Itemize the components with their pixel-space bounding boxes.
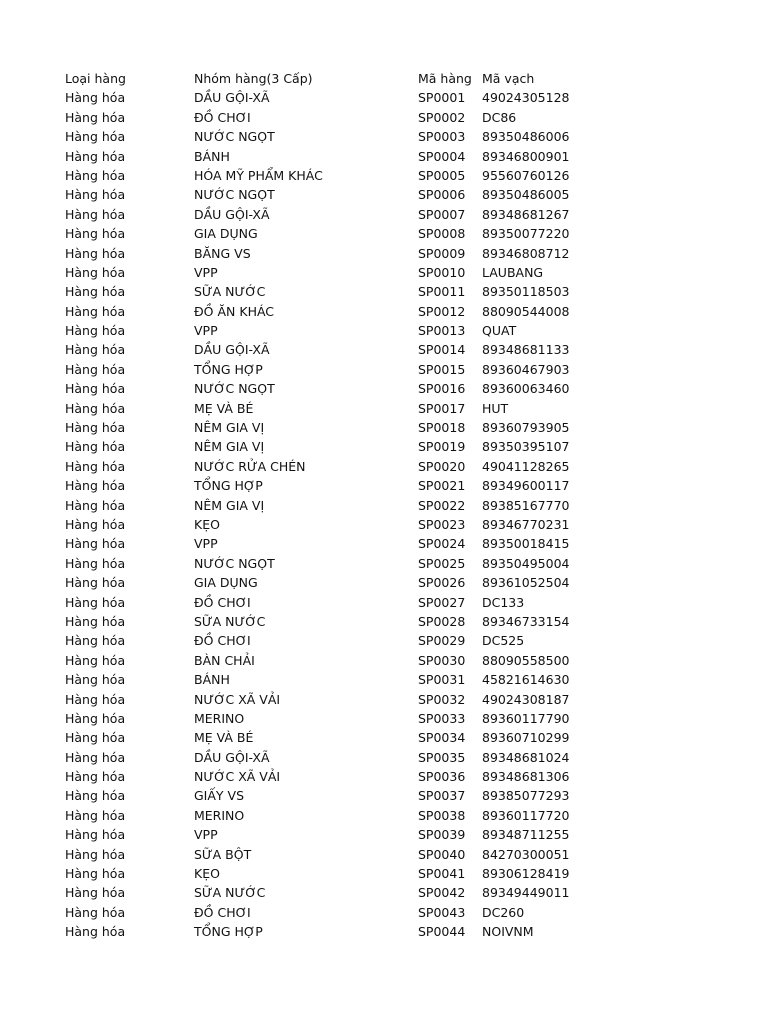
cell-nhom-hang: DẦU GỘI-XÃ [194,749,270,765]
cell-nhom-hang: NƯỚC XÃ VẢI [194,769,281,785]
cell-ma-hang: SP0025 [418,555,466,571]
header-ma-hang: Mã hàng [418,71,472,86]
table-row [65,631,556,650]
cell-ma-vach: 89360710299 [482,730,570,746]
table-row [65,554,570,573]
cell-ma-hang: SP0041 [418,866,466,882]
cell-nhom-hang: KẸO [194,866,220,882]
cell-ma-hang: SP0003 [418,129,466,145]
cell-ma-hang: SP0014 [418,342,466,358]
cell-loai-hang: Hàng hóa [65,730,126,746]
cell-ma-vach: 89350395107 [482,439,570,455]
cell-ma-vach: 89348681267 [482,206,570,222]
table-row [65,476,570,495]
cell-nhom-hang: BĂNG VS [194,245,251,261]
cell-ma-vach: 89349449011 [482,885,570,901]
cell-nhom-hang: NÊM GIA VỊ [194,420,265,436]
cell-ma-vach: 95560760126 [482,167,570,183]
cell-loai-hang: Hàng hóa [65,187,126,203]
cell-nhom-hang: SỮA BỘT [194,846,252,862]
cell-ma-vach: 89348681024 [482,749,570,765]
cell-loai-hang: Hàng hóa [65,555,126,571]
cell-ma-vach: LAUBANG [482,264,544,280]
cell-nhom-hang: ĐỒ CHƠI [194,594,251,610]
cell-loai-hang: Hàng hóa [65,342,126,358]
table-row [65,496,570,515]
cell-loai-hang: Hàng hóa [65,245,126,261]
cell-ma-hang: SP0007 [418,206,466,222]
cell-loai-hang: Hàng hóa [65,400,126,416]
cell-ma-vach: 89360117790 [482,710,570,726]
cell-ma-hang: SP0008 [418,226,466,242]
cell-nhom-hang: SỮA NƯỚC [194,885,266,901]
cell-nhom-hang: VPP [194,264,218,280]
cell-ma-hang: SP0010 [418,264,466,280]
cell-nhom-hang: GIẤY VS [194,788,245,804]
cell-loai-hang: Hàng hóa [65,148,126,164]
table-row [65,922,556,941]
cell-nhom-hang: ĐỒ CHƠI [194,633,251,649]
cell-loai-hang: Hàng hóa [65,691,126,707]
cell-ma-vach: 88090558500 [482,652,570,668]
cell-loai-hang: Hàng hóa [65,420,126,436]
table-row [65,379,570,398]
cell-loai-hang: Hàng hóa [65,613,126,629]
cell-loai-hang: Hàng hóa [65,575,126,591]
table-row [65,321,556,340]
cell-nhom-hang: NÊM GIA VỊ [194,497,265,513]
product-table [65,69,570,942]
cell-ma-hang: SP0012 [418,303,466,319]
cell-ma-vach: 89346808712 [482,245,570,261]
cell-ma-vach: HUT [482,400,509,416]
cell-nhom-hang: VPP [194,323,218,339]
cell-nhom-hang: KẸO [194,516,220,532]
cell-ma-vach: 89346733154 [482,613,570,629]
cell-loai-hang: Hàng hóa [65,846,126,862]
cell-loai-hang: Hàng hóa [65,536,126,552]
cell-ma-hang: SP0038 [418,807,466,823]
cell-ma-hang: SP0009 [418,245,466,261]
table-row [65,883,570,902]
table-row [65,903,556,922]
header-nhom-hang: Nhóm hàng(3 Cấp) [194,71,313,86]
cell-loai-hang: Hàng hóa [65,788,126,804]
cell-loai-hang: Hàng hóa [65,672,126,688]
cell-loai-hang: Hàng hóa [65,167,126,183]
cell-ma-hang: SP0013 [418,323,466,339]
cell-nhom-hang: SỮA NƯỚC [194,613,266,629]
cell-ma-vach: 89346770231 [482,516,570,532]
table-row [65,573,570,592]
cell-ma-hang: SP0016 [418,381,466,397]
cell-ma-hang: SP0028 [418,613,466,629]
cell-ma-hang: SP0031 [418,672,466,688]
cell-ma-hang: SP0030 [418,652,466,668]
cell-ma-hang: SP0035 [418,749,466,765]
cell-ma-hang: SP0018 [418,420,466,436]
cell-nhom-hang: TỔNG HỢP [194,924,263,940]
cell-ma-vach: 89360467903 [482,361,570,377]
table-row [65,728,570,747]
table-row [65,767,570,786]
cell-nhom-hang: GIA DỤNG [194,575,258,591]
table-row [65,302,570,321]
table-row [65,612,570,631]
table-row [65,806,570,825]
cell-nhom-hang: BÀN CHẢI [194,652,255,668]
cell-ma-hang: SP0020 [418,458,466,474]
cell-loai-hang: Hàng hóa [65,769,126,785]
cell-nhom-hang: NƯỚC RỬA CHÉN [194,458,306,474]
table-row [65,845,570,864]
cell-loai-hang: Hàng hóa [65,206,126,222]
cell-ma-hang: SP0043 [418,904,466,920]
table-row [65,825,570,844]
cell-ma-vach: 89348681306 [482,769,570,785]
cell-ma-hang: SP0011 [418,284,466,300]
cell-nhom-hang: ĐỒ CHƠI [194,109,251,125]
table-row [65,205,570,224]
cell-ma-vach: 84270300051 [482,846,570,862]
cell-ma-vach: 45821614630 [482,672,570,688]
cell-loai-hang: Hàng hóa [65,594,126,610]
cell-nhom-hang: BÁNH [194,672,230,688]
cell-ma-vach: 89385167770 [482,497,570,513]
cell-nhom-hang: NƯỚC NGỌT [194,187,275,203]
cell-loai-hang: Hàng hóa [65,924,126,940]
cell-nhom-hang: TỔNG HỢP [194,361,263,377]
cell-nhom-hang: ĐỒ CHƠI [194,904,251,920]
cell-nhom-hang: MẸ VÀ BÉ [194,400,254,416]
table-row [65,748,570,767]
cell-ma-vach: NOIVNM [482,924,534,940]
cell-ma-vach: DC86 [482,109,517,125]
table-row [65,282,570,301]
cell-nhom-hang: DẦU GỘI-XÃ [194,90,270,106]
cell-nhom-hang: GIA DỤNG [194,226,258,242]
cell-ma-hang: SP0026 [418,575,466,591]
cell-loai-hang: Hàng hóa [65,633,126,649]
cell-ma-hang: SP0033 [418,710,466,726]
table-row [65,457,570,476]
table-row [65,127,570,146]
cell-ma-vach: 89385077293 [482,788,570,804]
cell-loai-hang: Hàng hóa [65,807,126,823]
cell-ma-vach: DC525 [482,633,525,649]
cell-ma-vach: 89349600117 [482,478,570,494]
cell-loai-hang: Hàng hóa [65,361,126,377]
cell-ma-hang: SP0023 [418,516,466,532]
table-row [65,864,570,883]
table-row [65,185,570,204]
cell-ma-hang: SP0032 [418,691,466,707]
cell-ma-vach: 89350486005 [482,187,570,203]
cell-loai-hang: Hàng hóa [65,478,126,494]
header-loai-hang: Loại hàng [65,71,126,86]
cell-loai-hang: Hàng hóa [65,885,126,901]
cell-loai-hang: Hàng hóa [65,109,126,125]
cell-loai-hang: Hàng hóa [65,381,126,397]
cell-ma-vach: 89350077220 [482,226,570,242]
cell-ma-hang: SP0015 [418,361,466,377]
cell-ma-hang: SP0039 [418,827,466,843]
cell-ma-hang: SP0022 [418,497,466,513]
table-row [65,690,570,709]
cell-nhom-hang: VPP [194,536,218,552]
cell-nhom-hang: NƯỚC XÃ VẢI [194,691,281,707]
cell-loai-hang: Hàng hóa [65,90,126,106]
table-row [65,651,570,670]
cell-ma-vach: 89350495004 [482,555,570,571]
cell-nhom-hang: MẸ VÀ BÉ [194,730,254,746]
cell-ma-vach: 89361052504 [482,575,570,591]
cell-ma-vach: 49041128265 [482,458,570,474]
cell-ma-hang: SP0027 [418,594,466,610]
cell-nhom-hang: NƯỚC NGỌT [194,555,275,571]
cell-ma-vach: QUAT [482,323,517,339]
table-row [65,108,556,127]
cell-nhom-hang: NÊM GIA VỊ [194,439,265,455]
cell-loai-hang: Hàng hóa [65,129,126,145]
cell-ma-vach: 89346800901 [482,148,570,164]
cell-ma-hang: SP0037 [418,788,466,804]
cell-ma-hang: SP0001 [418,90,466,106]
cell-nhom-hang: BÁNH [194,148,230,164]
cell-ma-hang: SP0036 [418,769,466,785]
cell-loai-hang: Hàng hóa [65,652,126,668]
cell-loai-hang: Hàng hóa [65,458,126,474]
cell-ma-hang: SP0006 [418,187,466,203]
table-row [65,399,556,418]
cell-loai-hang: Hàng hóa [65,303,126,319]
cell-ma-vach: 89306128419 [482,866,570,882]
cell-nhom-hang: DẦU GỘI-XÃ [194,342,270,358]
table-row [65,670,570,689]
cell-nhom-hang: SỮA NƯỚC [194,284,266,300]
cell-ma-hang: SP0017 [418,400,466,416]
cell-ma-hang: SP0005 [418,167,466,183]
table-row [65,244,570,263]
cell-ma-hang: SP0034 [418,730,466,746]
table-row [65,786,570,805]
cell-loai-hang: Hàng hóa [65,226,126,242]
table-header-row [65,69,556,88]
table-row [65,593,556,612]
cell-nhom-hang: ĐỒ ĂN KHÁC [194,303,275,319]
table-row [65,360,570,379]
cell-loai-hang: Hàng hóa [65,866,126,882]
cell-ma-vach: 89350486006 [482,129,570,145]
table-row [65,147,570,166]
cell-ma-vach: 49024305128 [482,90,570,106]
cell-loai-hang: Hàng hóa [65,497,126,513]
cell-ma-vach: DC133 [482,594,525,610]
cell-ma-hang: SP0044 [418,924,466,940]
cell-ma-hang: SP0019 [418,439,466,455]
cell-ma-hang: SP0024 [418,536,466,552]
table-row [65,224,570,243]
cell-ma-vach: DC260 [482,904,525,920]
cell-nhom-hang: TỔNG HỢP [194,478,263,494]
cell-ma-hang: SP0042 [418,885,466,901]
cell-ma-hang: SP0004 [418,148,466,164]
cell-nhom-hang: DẦU GỘI-XÃ [194,206,270,222]
cell-loai-hang: Hàng hóa [65,710,126,726]
cell-ma-hang: SP0002 [418,109,466,125]
cell-loai-hang: Hàng hóa [65,749,126,765]
table-row [65,418,570,437]
cell-ma-vach: 89360063460 [482,381,570,397]
table-row [65,88,570,107]
cell-ma-vach: 88090544008 [482,303,570,319]
table-row [65,534,570,553]
cell-nhom-hang: MERINO [194,807,245,823]
cell-nhom-hang: VPP [194,827,218,843]
cell-ma-vach: 49024308187 [482,691,570,707]
cell-loai-hang: Hàng hóa [65,284,126,300]
cell-ma-vach: 89360793905 [482,420,570,436]
cell-nhom-hang: MERINO [194,710,245,726]
cell-ma-vach: 89348711255 [482,827,570,843]
cell-loai-hang: Hàng hóa [65,439,126,455]
cell-ma-vach: 89360117720 [482,807,570,823]
cell-loai-hang: Hàng hóa [65,904,126,920]
cell-loai-hang: Hàng hóa [65,264,126,280]
header-ma-vach: Mã vạch [482,71,535,86]
cell-loai-hang: Hàng hóa [65,516,126,532]
cell-ma-hang: SP0029 [418,633,466,649]
table-row [65,515,570,534]
cell-ma-hang: SP0040 [418,846,466,862]
table-row [65,709,570,728]
cell-nhom-hang: NƯỚC NGỌT [194,129,275,145]
cell-nhom-hang: HÓA MỸ PHẨM KHÁC [194,167,323,183]
cell-loai-hang: Hàng hóa [65,323,126,339]
cell-loai-hang: Hàng hóa [65,827,126,843]
cell-ma-hang: SP0021 [418,478,466,494]
table-row [65,263,556,282]
cell-ma-vach: 89350118503 [482,284,570,300]
cell-ma-vach: 89348681133 [482,342,570,358]
cell-nhom-hang: NƯỚC NGỌT [194,381,275,397]
table-row [65,340,570,359]
cell-ma-vach: 89350018415 [482,536,570,552]
table-row [65,437,570,456]
table-row [65,166,570,185]
